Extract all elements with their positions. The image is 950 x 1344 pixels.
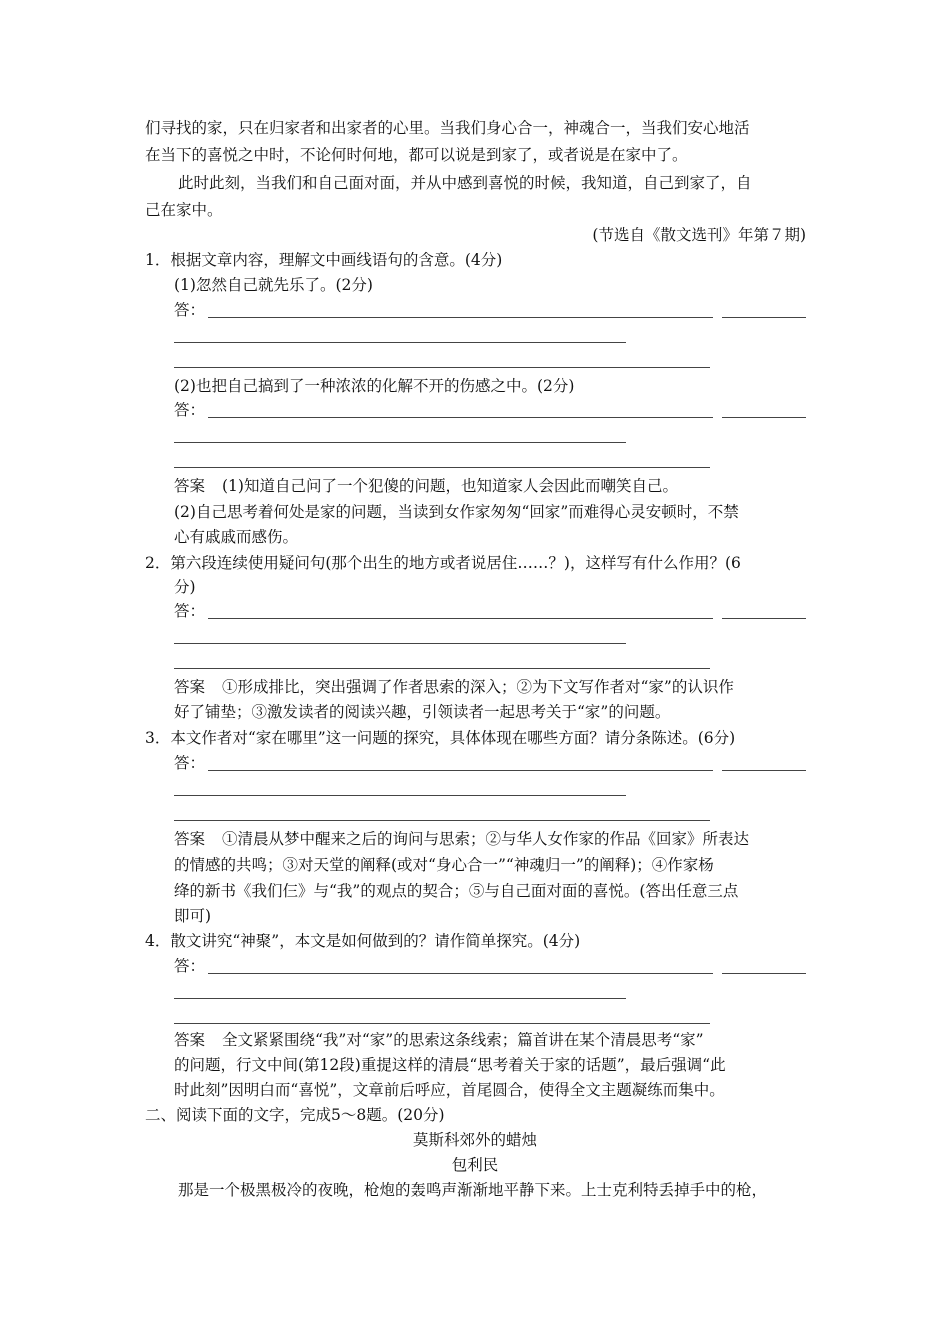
q4-stem: 4．散文讲究“神聚”，本文是如何做到的？请作简单探究。(4分) — [145, 932, 581, 950]
answer-blank-line[interactable] — [174, 643, 626, 644]
passage-source: (节选自《散文选刊》年第７期) — [592, 226, 806, 244]
passage-p1-line2: 在当下的喜悦之中时，不论何时何地，都可以说是到家了，或者说是在家中了。 — [145, 146, 688, 164]
answer-blank-line[interactable] — [208, 618, 713, 619]
q1-sub1-answer-label: 答： — [174, 301, 206, 319]
q2-stem-line2: 分) — [174, 578, 196, 596]
q3-answer-line3: 绛的新书《我们仨》与“我”的观点的契合；⑤与自己面对面的喜悦。(答出任意三点 — [174, 882, 739, 900]
article-first-line: 那是一个极黑极冷的夜晚，枪炮的轰鸣声渐渐地平静下来。上士克利特丢掉手中的枪， — [178, 1181, 768, 1199]
answer-blank-line[interactable] — [722, 770, 806, 771]
q1-answer-line2: (2)自己思考着何处是家的问题，当读到女作家匆匆“回家”而难得心灵安顿时，不禁 — [174, 503, 739, 521]
q2-answer-key-label: 答案 — [174, 678, 206, 696]
q3-answer-line1: ①清晨从梦中醒来之后的询问与思索；②与华人女作家的作品《回家》所表达 — [222, 830, 750, 848]
q3-answer-label: 答： — [174, 754, 206, 772]
q4-answer-label: 答： — [174, 957, 206, 975]
q1-answer-line1: (1)知道自己问了一个犯傻的问题，也知道家人会因此而嘲笑自己。 — [222, 477, 678, 495]
q1-sub1: (1)忽然自己就先乐了。(2分) — [174, 276, 373, 294]
section2-heading: 二、阅读下面的文字，完成5～8题。(20分) — [145, 1106, 445, 1124]
q4-answer-key-label: 答案 — [174, 1031, 206, 1049]
answer-blank-line[interactable] — [174, 467, 710, 468]
passage-p2-line1: 此时此刻，当我们和自己面对面，并从中感到喜悦的时候，我知道，自己到家了，自 — [178, 174, 752, 192]
answer-blank-line[interactable] — [208, 973, 713, 974]
q1-stem: 1．根据文章内容，理解文中画线语句的含意。(4分) — [145, 251, 503, 269]
q4-answer-line1: 全文紧紧围绕“我”对“家”的思索这条线索；篇首讲在某个清晨思考“家” — [222, 1031, 704, 1049]
answer-blank-line[interactable] — [722, 317, 806, 318]
answer-blank-line[interactable] — [208, 317, 713, 318]
article-author: 包利民 — [451, 1156, 499, 1174]
answer-blank-line[interactable] — [174, 998, 626, 999]
answer-blank-line[interactable] — [174, 367, 710, 368]
article-title: 莫斯科郊外的蜡烛 — [412, 1131, 537, 1149]
answer-blank-line[interactable] — [722, 973, 806, 974]
passage-p2-line2: 己在家中。 — [145, 201, 223, 219]
q2-answer-line2: 好了铺垫；③激发读者的阅读兴趣，引领读者一起思考关于“家”的问题。 — [174, 703, 671, 721]
q3-stem: 3．本文作者对“家在哪里”这一问题的探究，具体体现在哪些方面？请分条陈述。(6分) — [145, 729, 736, 747]
answer-blank-line[interactable] — [174, 342, 626, 343]
passage-p1-line1: 们寻找的家，只在归家者和出家者的心里。当我们身心合一，神魂合一，当我们安心地活 — [145, 119, 750, 137]
answer-blank-line[interactable] — [174, 442, 626, 443]
q3-answer-line2: 的情感的共鸣；③对天堂的阐释(或对“身心合一”“神魂归一”的阐释)；④作家杨 — [174, 856, 714, 874]
q2-stem-line1: 2．第六段连续使用疑问句(那个出生的地方或者说居住……？)，这样写有什么作用？(6 — [145, 554, 741, 572]
answer-blank-line[interactable] — [208, 417, 713, 418]
answer-blank-line[interactable] — [174, 1023, 710, 1024]
q1-answer-line3: 心有戚戚而感伤。 — [174, 528, 299, 546]
answer-blank-line[interactable] — [208, 770, 713, 771]
q4-answer-line2: 的问题，行文中间(第12段)重提这样的清晨“思考着关于家的话题”，最后强调“此 — [174, 1056, 726, 1074]
q1-sub2: (2)也把自己搞到了一种浓浓的化解不开的伤感之中。(2分) — [174, 377, 575, 395]
q3-answer-line4: 即可) — [174, 907, 212, 925]
answer-blank-line[interactable] — [174, 795, 626, 796]
q2-answer-label: 答： — [174, 602, 206, 620]
answer-blank-line[interactable] — [722, 618, 806, 619]
q1-sub2-answer-label: 答： — [174, 401, 206, 419]
q4-answer-line3: 时此刻”因明白而“喜悦”，文章前后呼应，首尾圆合，使得全文主题凝练而集中。 — [174, 1081, 725, 1099]
answer-blank-line[interactable] — [722, 417, 806, 418]
q3-answer-key-label: 答案 — [174, 830, 206, 848]
q2-answer-line1: ①形成排比，突出强调了作者思索的深入；②为下文写作者对“家”的认识作 — [222, 678, 734, 696]
answer-blank-line[interactable] — [174, 820, 710, 821]
q1-answer-key-label: 答案 — [174, 477, 206, 495]
answer-blank-line[interactable] — [174, 668, 710, 669]
